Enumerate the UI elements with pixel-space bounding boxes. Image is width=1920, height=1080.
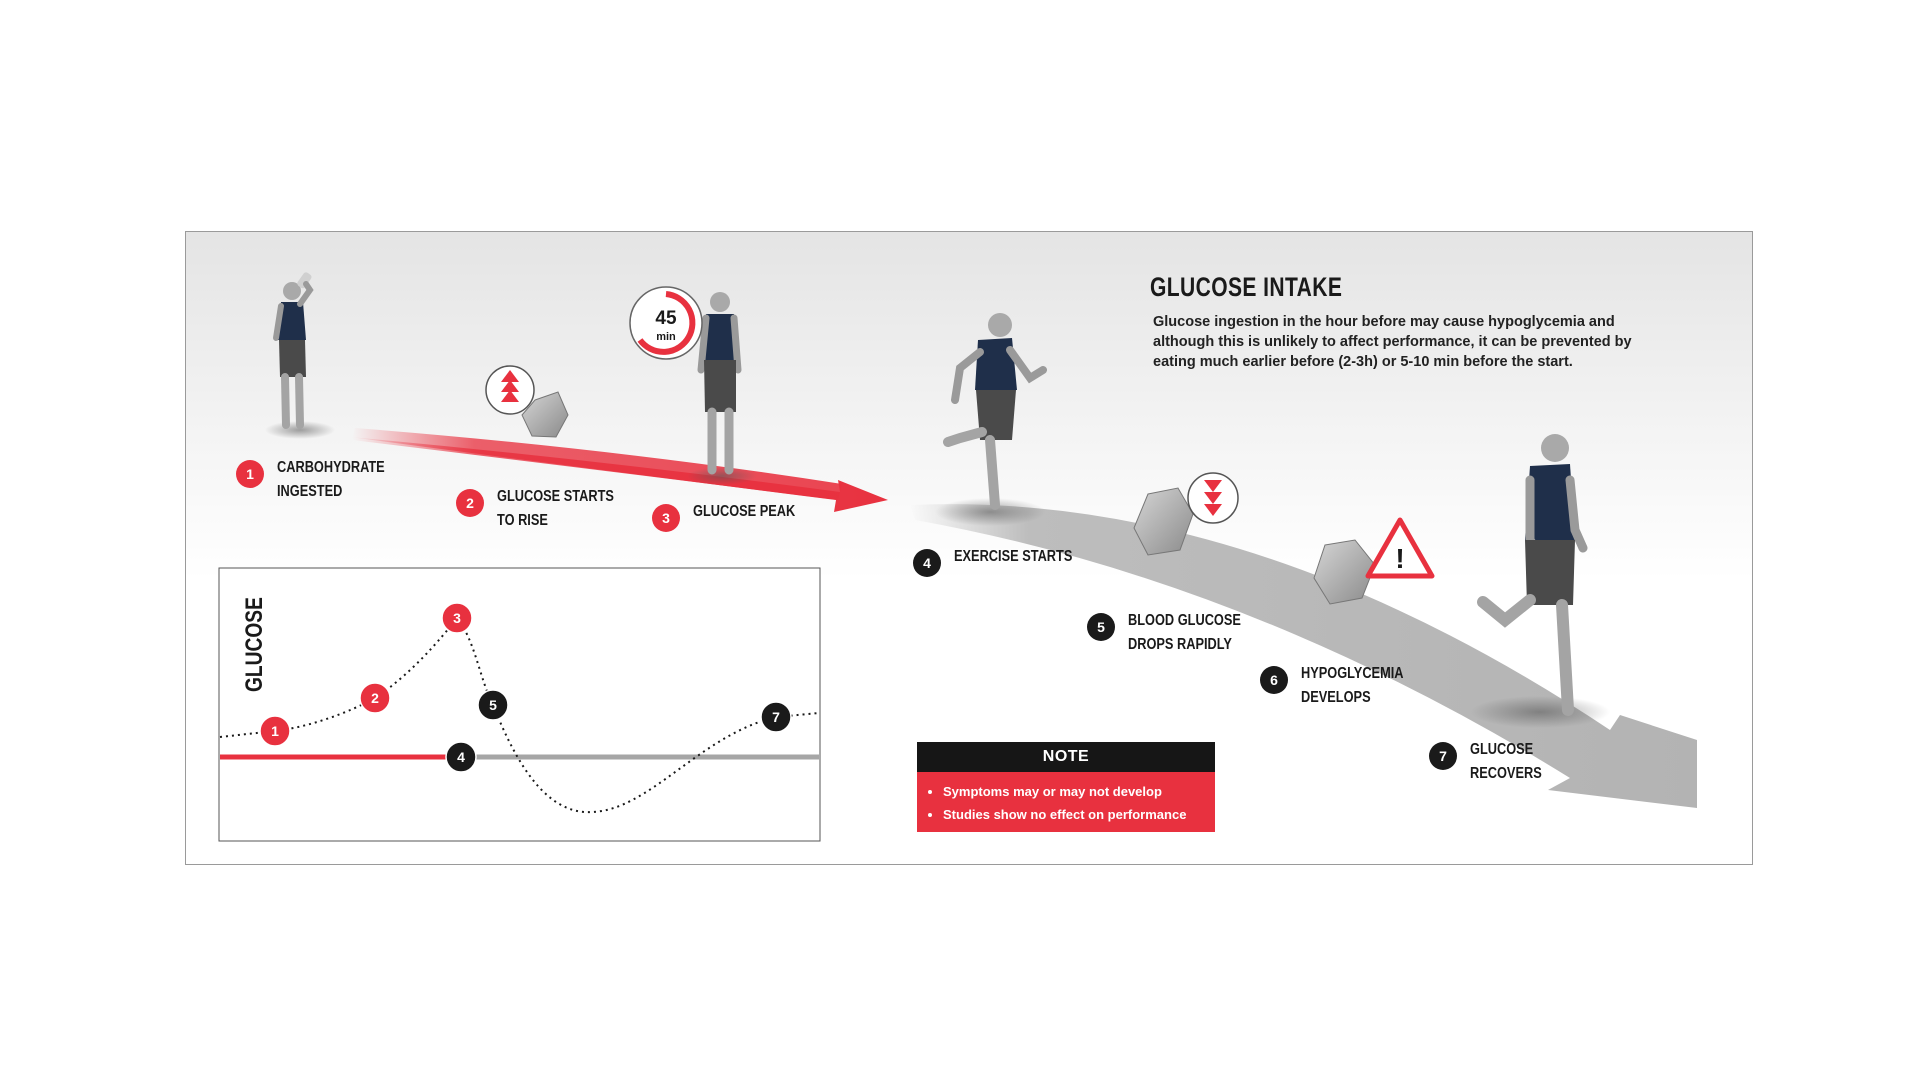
svg-text:!: ! <box>1395 543 1405 574</box>
step-number: 7 <box>1439 748 1447 764</box>
step-6 <box>1260 665 1404 707</box>
step-number: 1 <box>246 466 254 482</box>
step-label: GLUCOSE STARTS <box>497 487 614 506</box>
note-item: • Studies show no effect on performance <box>943 803 1215 826</box>
step-label: EXERCISE STARTS <box>954 547 1073 566</box>
graph-marker-number: 3 <box>453 610 461 626</box>
step-label: CARBOHYDRATE <box>277 458 385 477</box>
timer-unit: min <box>656 331 676 343</box>
step-4 <box>913 548 1073 577</box>
glucose-graph <box>219 568 820 841</box>
step-label: GLUCOSE <box>1470 740 1534 759</box>
timer-value: 45 <box>655 308 677 329</box>
graph-marker-1 <box>260 716 290 746</box>
step-5 <box>1087 612 1241 654</box>
step-label: GLUCOSE PEAK <box>693 502 796 521</box>
step-number: 2 <box>466 495 474 511</box>
step-label: HYPOGLYCEMIA <box>1301 664 1404 683</box>
graph-marker-4 <box>446 742 476 772</box>
graph-marker-number: 5 <box>489 697 497 713</box>
glucose-molecule-rising <box>486 366 568 437</box>
graph-marker-5 <box>478 690 508 720</box>
step-number: 4 <box>923 555 931 571</box>
athlete-running-figure <box>948 313 1043 505</box>
graph-marker-number: 1 <box>271 723 279 739</box>
note-list <box>917 780 1215 826</box>
stopwatch-icon <box>630 287 702 359</box>
step-3 <box>652 503 796 532</box>
step-7 <box>1429 741 1542 783</box>
athlete-drinking-figure <box>276 271 313 425</box>
graph-marker-number: 2 <box>371 690 379 706</box>
athlete-standing-figure <box>701 292 738 470</box>
step-label: RECOVERS <box>1470 764 1542 783</box>
graph-marker-2 <box>360 683 390 713</box>
step-number: 5 <box>1097 619 1105 635</box>
graph-marker-number: 4 <box>457 749 465 765</box>
step-label: DEVELOPS <box>1301 688 1371 707</box>
note-box <box>917 742 1215 832</box>
page-title: GLUCOSE INTAKE <box>1150 272 1343 302</box>
step-label: BLOOD GLUCOSE <box>1128 611 1241 630</box>
warning-icon <box>1368 520 1432 576</box>
step-label: INGESTED <box>277 482 343 501</box>
graph-marker-7 <box>761 702 791 732</box>
graph-marker-number: 7 <box>772 709 780 725</box>
glucose-molecule-hypo <box>1314 520 1432 604</box>
note-heading: NOTE <box>917 742 1215 772</box>
step-label: DROPS RAPIDLY <box>1128 635 1232 654</box>
note-item: • Symptoms may or may not develop <box>943 780 1215 803</box>
step-number: 6 <box>1270 672 1278 688</box>
graph-marker-3 <box>442 603 472 633</box>
step-number: 3 <box>662 510 670 526</box>
step-2 <box>456 488 614 530</box>
description: Glucose ingestion in the hour before may cause hypoglycemia and although this is unlikely to affect performance, it can be prevented by eating much earlier before (2-3h) or 5-10 min before the start. <box>1153 314 1632 370</box>
step-label: TO RISE <box>497 511 548 530</box>
figure-shadow <box>687 467 757 485</box>
figure-shadow <box>1470 696 1610 728</box>
graph-y-label: GLUCOSE <box>239 597 268 692</box>
step-1 <box>236 459 385 501</box>
